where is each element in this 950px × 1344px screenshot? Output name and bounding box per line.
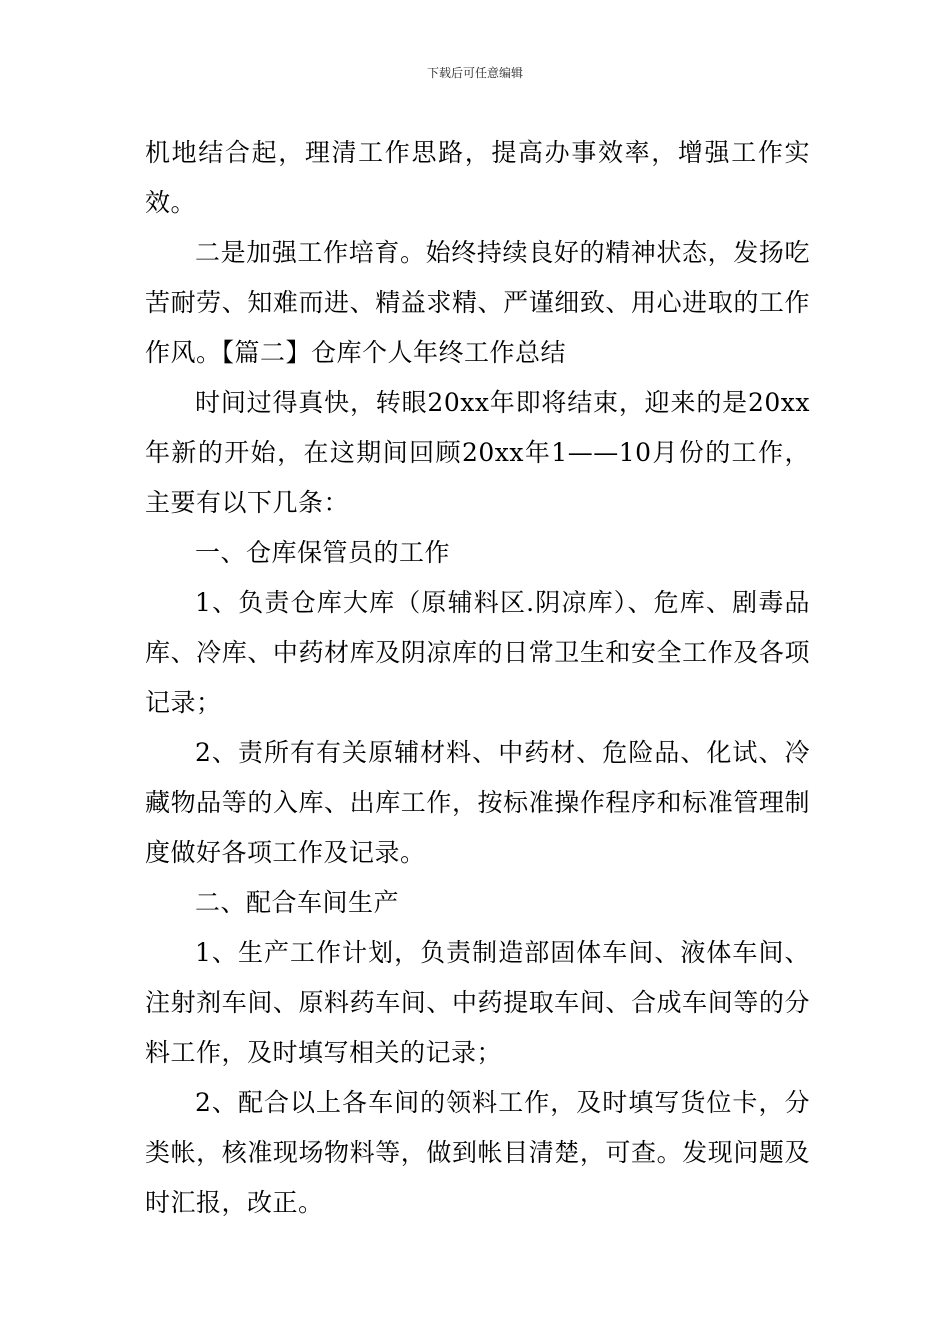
paragraph-6: 1、生产工作计划，负责制造部固体车间、液体车间、注射剂车间、原料药车间、中药提取车间、合成车间等的分料工作，及时填写相关的记录； — [145, 938, 810, 1067]
paragraph-1: 机地结合起，理清工作思路，提高办事效率，增强工作实效。 — [145, 138, 810, 217]
paragraph-7: 2、配合以上各车间的领料工作，及时填写货位卡，分类帐，核准现场物料等，做到帐目清楚，可查。发现问题及时汇报，改正。 — [145, 1088, 810, 1217]
section-heading-2: 二、配合车间生产 — [195, 888, 400, 917]
paragraph-4: 1、负责仓库大库（原辅料区.阴凉库）、危库、剧毒品库、冷库、中药材库及阴凉库的日常卫生和安全工作及各项记录； — [145, 588, 810, 717]
page-header: 下载后可任意编辑 — [426, 66, 523, 80]
paragraph-2: 二是加强工作培育。始终持续良好的精神状态，发扬吃苦耐劳、知难而进、精益求精、严谨细致、用心进取的工作作风。【篇二】仓库个人年终工作总结 — [145, 238, 810, 367]
section-heading-1: 一、仓库保管员的工作 — [195, 538, 451, 567]
document-body — [145, 128, 810, 1228]
paragraph-3: 时间过得真快，转眼20xx年即将结束，迎来的是20xx年新的开始，在这期间回顾20xx年1——10月份的工作，主要有以下几条： — [145, 388, 810, 517]
paragraph-5: 2、责所有有关原辅材料、中药材、危险品、化试、冷藏物品等的入库、出库工作，按标准操作程序和标准管理制度做好各项工作及记录。 — [145, 738, 810, 867]
